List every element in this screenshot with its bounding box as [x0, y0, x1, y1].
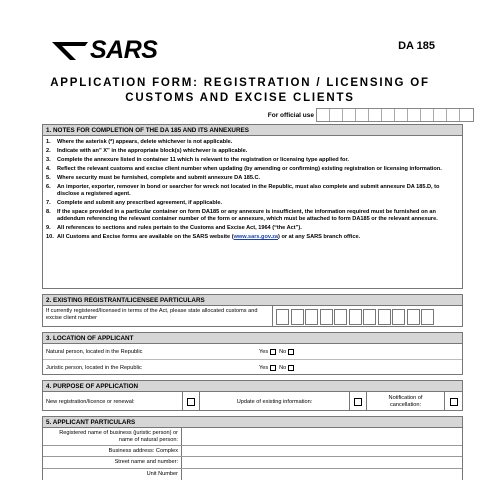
- note-item: [43, 209, 462, 223]
- cancel-checkbox[interactable]: [450, 398, 458, 406]
- official-use-cells: [316, 108, 474, 122]
- location-section: [42, 332, 463, 375]
- official-cell: [330, 109, 343, 121]
- official-use-label: For official use: [267, 111, 314, 119]
- client-number-cell[interactable]: [320, 309, 333, 325]
- address-complex-field[interactable]: [182, 446, 462, 456]
- note-number: 3.: [46, 157, 51, 163]
- natural-person-row: [43, 344, 462, 359]
- natural-no-checkbox[interactable]: [288, 349, 294, 355]
- note-item: [43, 234, 462, 241]
- notes-section: [42, 124, 463, 289]
- natural-yes-checkbox[interactable]: [270, 349, 276, 355]
- unit-number-field[interactable]: [182, 469, 462, 480]
- form-title-line-1: APPLICATION FORM: REGISTRATION / LICENSING OF: [50, 77, 430, 89]
- update-box-cell: [350, 392, 367, 411]
- new-registration-checkbox[interactable]: [187, 398, 195, 406]
- juristic-yes-no: [259, 365, 297, 371]
- note-item: [43, 225, 462, 232]
- purpose-row: [43, 392, 462, 411]
- update-cell: [200, 392, 350, 411]
- client-number-cell[interactable]: [407, 309, 420, 325]
- form-title-line-2: CUSTOMS AND EXCISE CLIENTS: [125, 92, 355, 104]
- form-title: [40, 76, 440, 106]
- juristic-person-row: [43, 359, 462, 375]
- client-number-cell[interactable]: [349, 309, 362, 325]
- notes-list: [43, 136, 462, 232]
- yes-label: Yes: [259, 348, 269, 355]
- street-field[interactable]: [182, 457, 462, 468]
- note-text: If the space provided in a particular container on form DA185 or any annexure is insufficient, the information required must be furnished on an addendum referencing the relevant container number of the form or annexure, which must be attached to form DA185 or the relevant annexure.: [57, 209, 438, 222]
- official-cell: [382, 109, 395, 121]
- sars-logo: [52, 38, 157, 63]
- note-text: Indicate with an” X” in the appropriate block(s) whichever is applicable.: [57, 148, 248, 154]
- official-cell: [434, 109, 447, 121]
- note-number: 1.: [46, 139, 51, 145]
- note-item: [43, 148, 462, 155]
- note-number: 9.: [46, 225, 51, 231]
- new-registration-box-cell: [183, 392, 200, 411]
- note-item: [43, 139, 462, 146]
- official-cell: [356, 109, 369, 121]
- juristic-person-label: Juristic person, located in the Republic: [46, 364, 142, 371]
- applicant-particulars-section: [42, 416, 463, 480]
- no-label: No: [279, 364, 287, 371]
- client-number-cell[interactable]: [378, 309, 391, 325]
- existing-registrant-section: [42, 294, 463, 327]
- note-number: 7.: [46, 200, 51, 206]
- update-checkbox[interactable]: [354, 398, 362, 406]
- cancel-cell: [367, 392, 445, 411]
- new-registration-cell: [43, 392, 183, 411]
- note-number: 6.: [46, 184, 51, 190]
- new-registration-label: New registration/licence or renewal:: [46, 398, 135, 405]
- cancel-box-cell: [445, 392, 462, 411]
- official-cell: [421, 109, 434, 121]
- street-row: [43, 457, 462, 469]
- note-number: 5.: [46, 175, 51, 181]
- client-number-cell[interactable]: [334, 309, 347, 325]
- business-name-field[interactable]: [182, 428, 462, 445]
- note-item: [43, 157, 462, 164]
- note-text: Reflect the relevant customs and excise client number when updating (by amending or confirming) existing registration or licensing information.: [57, 166, 442, 172]
- note-item: [43, 175, 462, 182]
- form-number: DA 185: [398, 40, 435, 52]
- business-name-label: Registered name of business (juristic person) or name of natural person:: [43, 428, 182, 445]
- client-number-cell[interactable]: [363, 309, 376, 325]
- note-number: 10.: [46, 234, 54, 240]
- street-label: Street name and number:: [43, 457, 182, 468]
- particulars-heading: 5. APPLICANT PARTICULARS: [43, 417, 462, 428]
- location-heading: 3. LOCATION OF APPLICANT: [43, 333, 462, 344]
- note-text: Where security must be furnished, complete and submit annexure DA 185.C.: [57, 175, 261, 181]
- client-number-cells: [273, 306, 462, 327]
- note-text: Complete the annexure listed in container 11 which is relevant to the registration or licensing type applied for.: [57, 157, 349, 163]
- client-number-cell[interactable]: [392, 309, 405, 325]
- official-cell: [369, 109, 382, 121]
- sars-website-link[interactable]: www.sars.gov.za: [233, 234, 279, 240]
- no-label: No: [279, 348, 287, 355]
- client-number-cell[interactable]: [291, 309, 304, 325]
- juristic-yes-checkbox[interactable]: [270, 365, 276, 371]
- client-number-label: If currently registered/licensed in terms of the Act, please state allocated customs and excise client number: [43, 306, 273, 327]
- note-item: [43, 184, 462, 198]
- note-10-pre: All Customs and Excise forms are available on the SARS website (: [57, 234, 234, 240]
- official-cell: [343, 109, 356, 121]
- official-cell: [460, 109, 473, 121]
- purpose-section: [42, 380, 463, 411]
- yes-label: Yes: [259, 364, 269, 371]
- purpose-heading: 4. PURPOSE OF APPLICATION: [43, 381, 462, 392]
- note-text: All references to sections and rules pertain to the Customs and Excise Act, 1964 (“the Act”).: [57, 225, 302, 231]
- note-item: [43, 200, 462, 207]
- natural-yes-no: [259, 349, 297, 355]
- note-text: An importer, exporter, remover in bond or searcher for wreck not located in the Republic, must also complete and submit annexure DA 185.D, to disclose a registered agent.: [57, 184, 440, 197]
- unit-number-label: Unit Number: [43, 469, 182, 480]
- official-cell: [395, 109, 408, 121]
- existing-heading: 2. EXISTING REGISTRANT/LICENSEE PARTICULARS: [43, 295, 462, 306]
- note-text: Complete and submit any prescribed agreement, if applicable.: [57, 200, 223, 206]
- client-number-row: [43, 306, 462, 327]
- note-item: [43, 166, 462, 173]
- sars-chevron-icon: [52, 41, 88, 61]
- note-text: Where the asterisk (*) appears, delete whichever is not applicable.: [57, 139, 233, 145]
- official-use: [262, 108, 474, 122]
- update-label: Update of existing information:: [236, 398, 313, 405]
- address-complex-label: Business address: Complex: [43, 446, 182, 456]
- official-cell: [408, 109, 421, 121]
- juristic-no-checkbox[interactable]: [288, 365, 294, 371]
- notes-heading: 1. NOTES FOR COMPLETION OF THE DA 185 AND ITS ANNEXURES: [43, 125, 462, 136]
- address-complex-row: [43, 446, 462, 457]
- client-number-cell[interactable]: [276, 309, 289, 325]
- note-text: [57, 234, 456, 241]
- note-number: 4.: [46, 166, 51, 172]
- official-cell: [317, 109, 330, 121]
- logo-text: SARS: [90, 36, 158, 64]
- note-number: 2.: [46, 148, 51, 154]
- note-number: 8.: [46, 209, 51, 215]
- client-number-cell[interactable]: [421, 309, 434, 325]
- official-cell: [447, 109, 460, 121]
- note-10-post: ) or at any SARS branch office.: [278, 234, 361, 240]
- natural-person-label: Natural person, located in the Republic: [46, 348, 143, 355]
- client-number-cell[interactable]: [305, 309, 318, 325]
- cancel-label: Notification of cancellation:: [388, 394, 423, 408]
- unit-number-row: [43, 469, 462, 480]
- business-name-row: [43, 428, 462, 446]
